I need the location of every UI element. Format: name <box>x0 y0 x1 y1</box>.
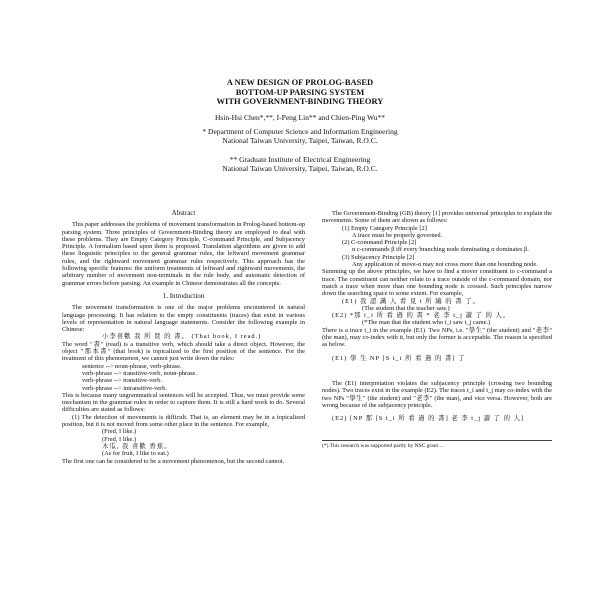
introduction-heading: 1. Introduction <box>162 291 205 300</box>
abstract-text: This paper addresses the problems of movement transformation in Prolog-based bottom-up parsing system. Three principles of Government-Binding theory are employed to deal with these problems. They are Empty Category Principle, C-command Principle, and Subjacency Principle. A formalism based upon them is proposed. Translation algorithms are given to add these linguistic principles to the general grammar rules, the leftward movement grammar rules, and the rightward movement grammar rules respectively. This approach has the following specific features: the uniform treatments of leftward and rightward movements, the arbitrary number of movement non-terminals in the rule body, and automatic detection of grammar errors before parsing. An example in Chinese demonstrates all the concepts. <box>62 221 305 287</box>
affiliation-line: * Department of Computer Science and Information Engineering <box>202 127 398 136</box>
title-line: BOTTOM-UP PARSING SYSTEM <box>235 86 365 97</box>
grammar-rules <box>82 363 305 392</box>
grammar-rule: verb-phrase --> transitive-verb. <box>82 377 163 385</box>
affiliation-line: National Taiwan University, Taipei, Taiwan, R.O.C. <box>222 136 378 145</box>
example-line: (Fred, I like.) <box>102 435 137 443</box>
summary-paragraph: Summing up the above principles, we have to find a mover constituent to c-command a trace. The constituent can neither relate to a trace outside of the c-command domain, nor match a trace when more than one bounding node is crossed. Such principles narrow down the searching space to some extent. For example, <box>322 268 552 298</box>
principle-heading: (1) Empty Category Principle [2] <box>342 224 427 232</box>
affiliation-2 <box>0 155 600 173</box>
subjacency-paragraph: The (E1) interpretation violates the subjacency principle (crossing two bounding nodes). Two traces exist in the example (E2). The traces t_i and t_j may co-index with the two NPs "學生" (the student) and "老李" (the man), and vice versa. However, both are wrong because of the subjacency principle. <box>322 379 552 409</box>
example-line: (As for fruit, I like to eat.) <box>102 450 169 458</box>
gb-paragraph: The Government-Binding (GB) theory [1] provides universal principles to explain the movements. Some of them are shown as follows: <box>322 210 552 225</box>
closing-text: The first one can be considered to be a movement phenomenon, but the second cannot. <box>62 457 285 465</box>
abstract-heading: Abstract <box>171 209 196 217</box>
affiliation-line: ** Graduate Institute of Electrical Engineering <box>229 155 371 164</box>
grammar-rule: sentence --> noun-phrase, verb-phrase. <box>82 362 182 370</box>
title-line: WITH GOVERNMENT-BINDING THEORY <box>216 96 384 106</box>
left-column <box>62 210 305 465</box>
example-e1: (E1) 我 認 識 人 看 見 t 所 編 的 書 了。 <box>342 297 480 305</box>
principle-heading: (2) C-command Principle [2] <box>342 239 417 247</box>
intro-paragraph: The word "書" (read) is a transitive verb, which should take a direct object. However, the object "那本書" (that book) is topicalized to the first position of the sentence. For the treatment of this phenomenon, we cannot just write down the rules: <box>62 340 305 363</box>
example-line: (Fred, I like.) <box>102 428 137 436</box>
principle-text: α c-commands β iff every branching node dominating α dominates β. <box>352 246 529 254</box>
intro-paragraph: This is because many ungrammatical sentences will be accepted. Thus, we must provide some mechanism in the grammar rules in order to capture them. It is still a hard work to do. Several difficulties are stated as follows: <box>62 391 305 414</box>
example-sentence: 小李喜歡 我 所 買 的 書。 (That book, I read.) <box>102 333 262 341</box>
difficulty-item: (1) The detection of movements is difficult. That is, an element may be in a topicalized position, but it is not moved from some other place in the sentence. For example, <box>62 413 305 429</box>
grammar-rule: verb-phrase --> transitive-verb, noun-phrase. <box>82 369 197 377</box>
principles-list <box>342 225 552 269</box>
affiliation-1 <box>0 127 600 145</box>
footnote: (*) This research was supported partly by NSC grant ... <box>322 440 552 450</box>
paper-title <box>0 78 600 107</box>
right-column <box>322 210 552 451</box>
principle-text: Any application of move-α may not cross more than one bounding node. <box>352 261 538 269</box>
grammar-rule: verb-phrase --> intransitive-verb. <box>82 384 168 392</box>
example-lines <box>102 428 305 457</box>
example-e2: (E2) *那 t_i 所 看 過 的 書 * 老 李 t_j 讀 了 的 人。 <box>332 312 511 320</box>
tree-label-e1: (E1) 學 生 NP [S t_i 所 看 過 的 書] 了 <box>332 354 466 362</box>
example-e1-translation: (The student that the teacher saw.) <box>362 304 450 312</box>
example-e2-translation: (*The man that the student who t_i saw t_j came.) <box>362 319 491 327</box>
intro-paragraph: The movement transformation is one of the major problems encountered in natural language processing. It has relation to the empty constituents (traces) that exist in various levels of representation in natural language statements. Consider the following example in Chinese: <box>62 304 305 334</box>
authors: Hsin-Hsi Chen*,**, I-Peng Lin** and Chien-Ping Wu** <box>215 113 385 122</box>
example-line: 木瓜, 我 喜歡 香蕉。 <box>102 442 172 450</box>
title-line: A NEW DESIGN OF PROLOG-BASED <box>226 77 374 87</box>
affiliation-line: National Taiwan University, Taipei, Taiwan, R.O.C. <box>222 164 378 173</box>
principle-heading: (3) Subjacency Principle [2] <box>342 253 415 261</box>
tree-label-e2: (E2) [NP 那 [S t_i 所 看 過 的 書] 老 李 t_j 讀 了 的 人] <box>332 415 525 423</box>
trace-paragraph: There is a trace t_i in the example (E1). Two NPs, i.e. "學生" (the student) and "老李" (the man), may co-index with it, but only the former is acceptable. The reason is specified as below. <box>322 326 552 349</box>
principle-text: A trace must be properly governed. <box>352 231 443 239</box>
